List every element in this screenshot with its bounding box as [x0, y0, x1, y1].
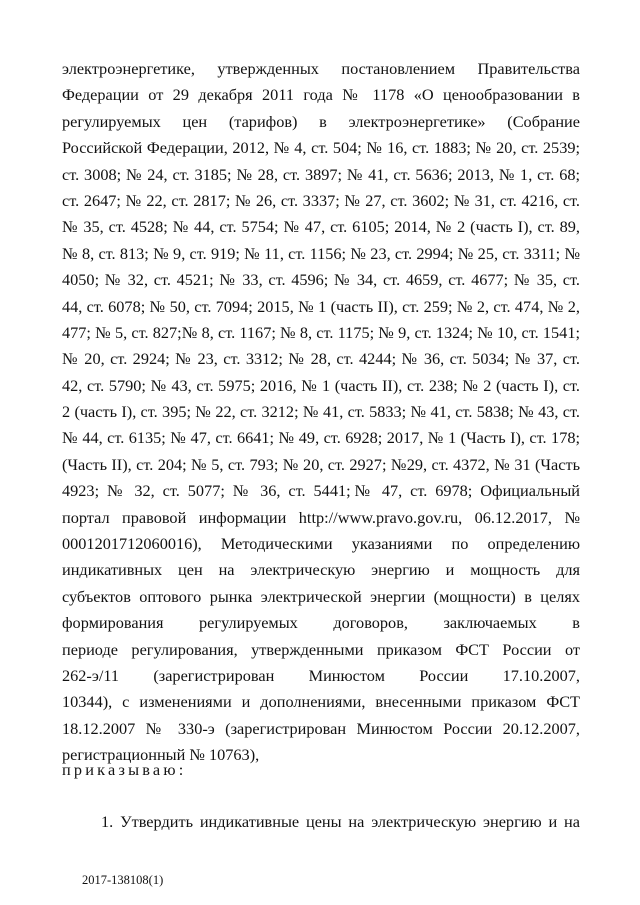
document-code: 2017-138108(1)	[82, 873, 164, 887]
body-line: электроэнергетике, утвержденных постановлением Правительства	[62, 59, 580, 78]
body-line: Федерации от 29 декабря 2011 года № 1178 «О ценообразовании в	[62, 85, 580, 105]
body-line: 18.12.2007 № 330-э (зарегистрирован Минюстом России 20.12.2007,	[62, 718, 580, 738]
body-line: № 8, ст. 813; № 9, ст. 919; № 11, ст. 1156; № 23, ст. 2994; № 25, ст. 3311; №	[62, 243, 580, 263]
body-line: № 35, ст. 4528; № 44, ст. 5754; № 47, ст. 6105; 2014, № 2 (часть I), ст. 89,	[62, 217, 580, 237]
body-line: формирования регулируемых договоров, заключаемых в	[62, 613, 580, 633]
body-line: ст. 2647; № 22, ст. 2817; № 26, ст. 3337; № 27, ст. 3602; № 31, ст. 4216, ст.	[62, 190, 580, 210]
body-line: периоде регулирования, утвержденными приказом ФСТ России от	[62, 639, 580, 659]
order-word: приказываю:	[62, 760, 187, 779]
body-line: 4050; № 32, ст. 4521; № 33, ст. 4596; № 34, ст. 4659, ст. 4677; № 35, ст.	[62, 270, 580, 290]
body-line: 262-э/11 (зарегистрирован Минюстом России 17.10.2007,	[62, 665, 580, 685]
body-line: 42, ст. 5790; № 43, ст. 5975; 2016, № 1 (часть II), ст. 238; № 2 (часть I), ст.	[62, 375, 580, 395]
body-line: Российской Федерации, 2012, № 4, ст. 504; № 16, ст. 1883; № 20, ст. 2539;	[62, 138, 580, 158]
body-line: субъектов оптового рынка электрической энергии (мощности) в целях	[62, 586, 580, 606]
body-line: 477; № 5, ст. 827;№ 8, ст. 1167; № 8, ст. 1175; № 9, ст. 1324; № 10, ст. 1541;	[62, 322, 580, 342]
body-line: № 20, ст. 2924; № 23, ст. 3312; № 28, ст. 4244; № 36, ст. 5034; № 37, ст.	[62, 349, 580, 369]
body-line: ст. 3008; № 24, ст. 3185; № 28, ст. 3897; № 41, ст. 5636; 2013, № 1, ст. 68;	[62, 164, 580, 184]
body-line: 44, ст. 6078; № 50, ст. 7094; 2015, № 1 (часть II), ст. 259; № 2, ст. 474, № 2,	[62, 296, 580, 316]
order-item-1: 1. Утвердить индикативные цены на электрическую энергию и на	[101, 812, 580, 831]
body-line: 0001201712060016), Методическими указаниями по определению	[62, 534, 580, 554]
body-line: (Часть II), ст. 204; № 5, ст. 793; № 20, ст. 2927; №29, ст. 4372, № 31 (Часть	[62, 454, 580, 474]
body-line: 4923; № 32, ст. 5077; № 36, ст. 5441;№ 47, ст. 6978; Официальный	[62, 481, 580, 501]
body-line: регистрационный № 10763),	[62, 745, 260, 765]
body-line: 10344), с изменениями и дополнениями, внесенными приказом ФСТ	[62, 692, 580, 712]
body-line: № 44, ст. 6135; № 47, ст. 6641; № 49, ст. 6928; 2017, № 1 (Часть I), ст. 178;	[62, 428, 580, 448]
body-line: индикативных цен на электрическую энергию и мощность для	[62, 560, 580, 580]
document-body	[62, 56, 580, 769]
body-line: регулируемых цен (тарифов) в электроэнергетике» (Собрание	[62, 111, 580, 131]
body-line: портал правовой информации http://www.pravo.gov.ru, 06.12.2017, №	[62, 507, 580, 527]
body-line: 2 (часть I), ст. 395; № 22, ст. 3212; № 41, ст. 5833; № 41, ст. 5838; № 43, ст.	[62, 402, 580, 422]
